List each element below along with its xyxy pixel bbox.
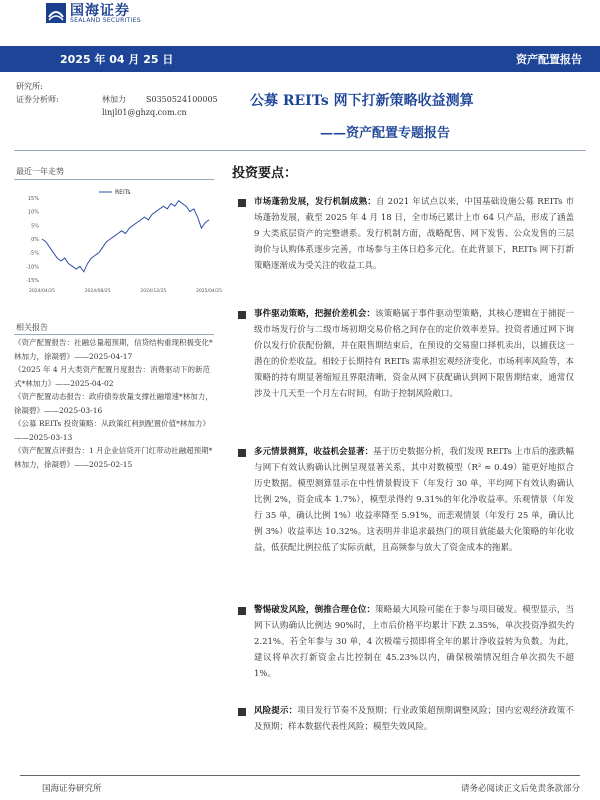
paragraph-risk-warning — [254, 703, 574, 735]
bullet-icon — [238, 607, 246, 615]
related-report-item[interactable]: 《公募 REITs 投资策略：从政策红利到配置价值*林加力》——2025-03-13 — [14, 419, 210, 442]
y-tick-label: 5% — [31, 223, 39, 230]
bullet-icon — [238, 199, 246, 207]
research-label: 研究所: — [16, 82, 43, 91]
y-tick-label: 10% — [27, 209, 39, 216]
report-date: 2025 年 04 月 25 日 — [60, 53, 174, 66]
paragraph-text: 基于历史数据分析，我们发现 REITs 上市后的涨跌幅与网下有效认购确认比例呈现显著关系，其中对数模型（R² ≈ 0.49）能更好地拟合历史数据。模型测算显示在中性情景假设下（年发行 30 单，平均网下有效认购确认比例 2%，资金成本 1.7%），模型录得约 9.31%的年化净收益率。乐观情景（年发行 35 单，确认比例 1%）收益率降至 5.91%，而悲观情景（年发行 25 单，确认比例 3%）收益率达 10.32%。这表明并非追求最热门的项目就能最大化策略的年化收益，低获配比例拉低了实际贡献，且高频参与放大了资金成本的拖累。 — [254, 447, 574, 553]
footer-institute: 国海证券研究所 — [42, 784, 102, 794]
bullet-icon — [238, 708, 246, 716]
paragraph-lead: 多元情景测算，收益机会显著： — [254, 447, 374, 457]
analyst-name: 林加力 — [102, 95, 126, 104]
related-report-item[interactable]: 《2025 年 4 月大类资产配置月度报告：消费驱动下的新范式*林加力》——2025-04-02 — [14, 365, 211, 388]
section-title: 投资要点： — [232, 166, 298, 181]
related-report-item[interactable]: 《资产配置点评报告：1 月企业信贷开门红带动社融超预期*林加力，徐凝碧》——2025-02-15 — [14, 446, 213, 469]
paragraph-risk-position — [254, 602, 574, 682]
header-bar — [0, 46, 600, 72]
sealand-logo-icon — [46, 3, 66, 23]
paragraph-market — [254, 194, 574, 274]
footer-divider — [20, 775, 580, 776]
related-reports-list — [14, 336, 214, 471]
footer-disclaimer: 请务必阅读正文后免责条款部分 — [460, 784, 580, 794]
x-tick-label: 2025/04/25 — [196, 289, 222, 294]
report-type: 资产配置报告 — [516, 53, 582, 66]
company-logo — [46, 0, 166, 26]
bullet-icon — [238, 311, 246, 319]
paragraph-lead: 市场蓬勃发展，发行机制成熟： — [254, 197, 377, 207]
logo-english: SEALAND SECURITIES — [70, 17, 141, 24]
y-tick-label: -15% — [26, 278, 39, 284]
analyst-cert: S0350524100005 — [146, 95, 218, 104]
analyst-label: 证券分析师: — [16, 95, 59, 104]
paragraph-lead: 事件驱动策略，把握价差机会： — [254, 309, 376, 319]
y-tick-label: -10% — [26, 264, 39, 271]
trend-chart — [14, 180, 222, 300]
paragraph-scenario — [254, 444, 574, 556]
x-tick-label: 2024/12/25 — [140, 289, 167, 294]
y-tick-label: 15% — [27, 196, 39, 202]
paragraph-text: 项目发行节奏不及预期；行业政策超预期调整风险；国内宏观经济政策不及预期；样本数据代表性风险；模型失效风险。 — [254, 706, 574, 732]
related-heading: 相关报告 — [16, 323, 48, 332]
y-tick-label: -5% — [29, 250, 39, 257]
series-line-reits — [42, 201, 209, 272]
title-divider — [14, 150, 586, 151]
trend-heading: 最近一年走势 — [16, 167, 64, 176]
paragraph-text: 该策略属于事件驱动型策略，其核心逻辑在于捕捉一级市场发行价与二级市场初期交易价格之间存在的定价效率差异。投资者通过网下询价以发行价获配份额，并在限售期结束后，在预设的交易窗口择机卖出，以捕获这一潜在的价差收益。相较于长期持有 REITs 需承担宏观经济变化、市场利率风险等，本策略的持有期显著缩短且界限清晰，资金从网下获配确认到网下限售期结束，通常仅涉及十几天至一个月左右时间，有助于控制风险敞口。 — [254, 309, 574, 399]
paragraph-text: 自 2021 年试点以来，中国基础设施公募 REITs 市场蓬勃发展，截至 2025 年 4 月 18 日，全市场已累计上市 64 只产品，形成了涵盖 9 大类底层资产的完整谱系。发行机制方面，战略配售、网下发售、公众发售的三层询价与认购体系逐步完善，市场参与主体日趋多元化。在此背景下，REITs 网下打新策略逐渐成为受关注的收益工具。 — [254, 197, 574, 271]
paragraph-lead: 警惕破发风险，倒推合理仓位： — [254, 605, 376, 615]
related-report-item[interactable]: 《资产配置动态报告：政府债券放量支撑社融增速*林加力，徐凝碧》——2025-03-16 — [14, 392, 213, 415]
paragraph-lead: 风险提示： — [254, 706, 298, 716]
logo-chinese: 国海证券 — [70, 3, 130, 19]
paragraph-strategy — [254, 306, 574, 402]
analyst-email[interactable]: linjl01@ghzq.com.cn — [102, 108, 187, 117]
x-tick-label: 2024/08/25 — [84, 289, 111, 294]
paragraph-text: 策略最大风险可能在于参与项目破发。模型显示，当网下认购确认比例达 90%时，上市后价格平均累计下跌 2.35%，单次投资净损失约 2.21%。若全年参与 30 单，4 次极端亏损即将全年的累计净收益转为负数。为此，建议将单次打新资金占比控制在 45.23%以内，确保极端情况组合单次损失不超 1%。 — [254, 605, 574, 679]
legend-label: REITs — [115, 189, 131, 196]
bullet-icon — [238, 449, 246, 457]
report-subtitle: ——资产配置专题报告 — [320, 126, 451, 141]
x-tick-label: 2024/04/25 — [29, 289, 55, 294]
y-tick-label: 0% — [31, 237, 39, 243]
related-report-item[interactable]: 《资产配置报告：社融总量超预期，信贷结构重现积极变化*林加力，徐凝碧》——2025-04-17 — [14, 338, 213, 361]
related-divider — [14, 334, 214, 335]
report-title: 公募 REITs 网下打新策略收益测算 — [250, 93, 474, 109]
